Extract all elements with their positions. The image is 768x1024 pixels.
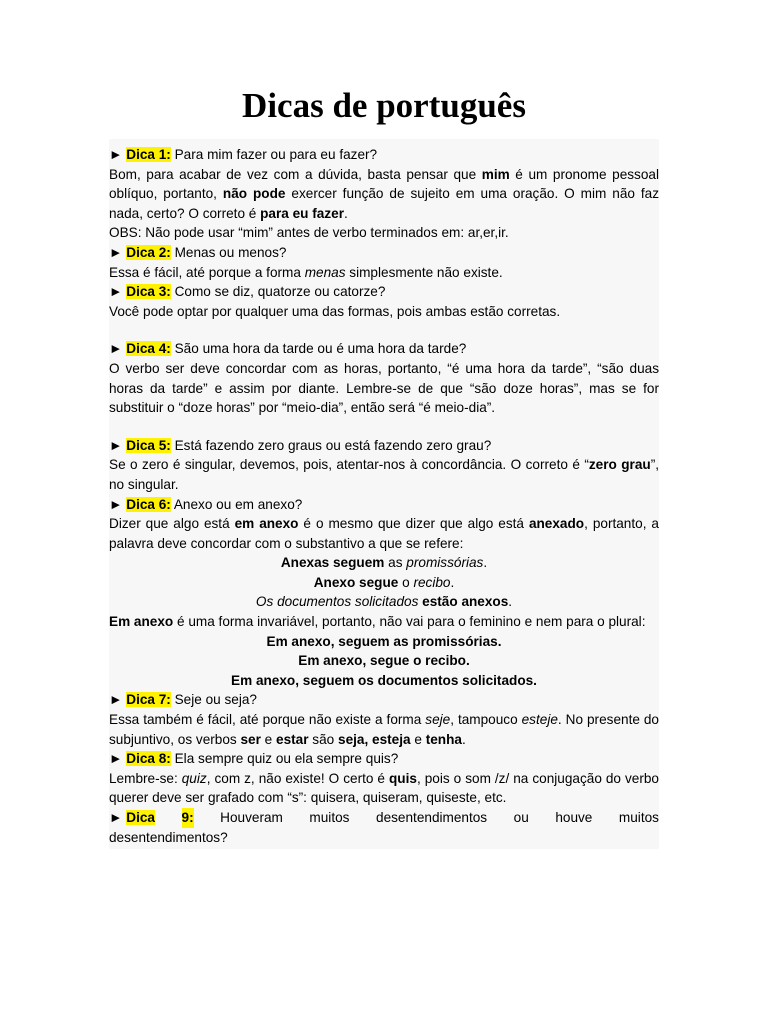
dica-3-label: Dica 3:: [126, 284, 171, 300]
text: é uma forma invariável, portanto, não vai para o feminino e nem para o plural:: [173, 614, 646, 630]
word: muitos: [618, 810, 659, 825]
dica-4-question: São uma hora da tarde ou é uma hora da tarde?: [174, 341, 467, 357]
italic-text: esteje: [521, 712, 558, 728]
arrow-icon: ►: [109, 437, 123, 453]
text: e: [260, 731, 277, 747]
bold-text: zero grau: [588, 457, 651, 473]
text: .: [483, 555, 488, 571]
italic-text: quiz: [181, 770, 207, 786]
bold-text: Anexas seguem: [280, 555, 385, 571]
text: e: [410, 731, 426, 747]
text: Se o zero é singular, devemos, pois, atentar-nos à concordância. O correto é “: [109, 457, 589, 473]
text: .: [461, 731, 466, 747]
bold-text: Em anexo, segue o recibo.: [298, 653, 470, 669]
bold-text: Anexo segue: [313, 574, 399, 590]
dica-6-rule: [109, 612, 659, 632]
content-area: [109, 139, 659, 849]
text: .: [344, 205, 348, 221]
bold-text: mim: [481, 166, 510, 182]
arrow-icon: ►: [109, 496, 123, 512]
italic-text: menas: [304, 264, 346, 280]
arrow-icon: ►: [109, 244, 123, 260]
bold-text: estar: [276, 731, 309, 747]
italic-text: recibo: [413, 574, 451, 590]
word: houve: [555, 810, 593, 825]
arrow-icon: ►: [109, 147, 123, 162]
bold-text: Em anexo: [109, 614, 174, 630]
text: . No presente do subjuntivo, os verbos: [109, 712, 659, 747]
dica-3-answer: Você pode optar por qualquer uma das formas, pois ambas estão corretas.: [109, 303, 561, 319]
text: são: [308, 731, 339, 747]
bold-text: em anexo: [234, 516, 299, 532]
bold-text: Em anexo, seguem as promissórias.: [266, 633, 502, 649]
word: desentendimentos: [376, 810, 488, 825]
dica-9-label-group: [109, 808, 155, 828]
dica-2-question: Menas ou menos?: [174, 244, 287, 260]
dica-4-answer: O verbo ser deve concordar com as horas, portanto, “é uma hora da tarde”, “são duas horas da tarde” e assim por diante. Lembre-se de que “são doze horas”, mas se for substituir o “doze horas” por “meio-dia”, então será “é meio-dia”.: [109, 360, 659, 416]
word: muitos: [309, 810, 350, 825]
bold-text: tenha: [425, 731, 462, 747]
text: exercer função de sujeito em uma oração. O mim não faz nada, certo? O correto é: [109, 186, 660, 221]
text: .: [450, 574, 455, 590]
text: , pois o som /z/ na conjugação do verbo querer deve ser grafado com “s”: quisera, quiseram, quiseste, etc.: [109, 770, 659, 806]
dica-3-question: Como se diz, quatorze ou catorze?: [174, 284, 386, 300]
bold-text: estão anexos: [422, 594, 509, 610]
arrow-icon: ►: [109, 810, 123, 825]
dica-7-question: Seje ou seja?: [174, 692, 257, 708]
text: Bom, para acabar de vez com a dúvida, basta pensar que: [109, 166, 482, 182]
text: ”, no singular.: [109, 457, 659, 492]
text: , portanto, a palavra deve concordar com o substantivo a que se refere:: [109, 516, 659, 551]
italic-text: promissórias: [406, 555, 484, 571]
bold-text: Em anexo, seguem os documentos solicitados.: [231, 672, 537, 688]
dica-4-heading: [109, 339, 659, 359]
text: é um pronome pessoal oblíquo, portanto,: [109, 166, 659, 202]
italic-text: Os documentos solicitados: [255, 594, 419, 610]
spacer: [109, 418, 659, 436]
text: , tampouco: [450, 712, 522, 728]
arrow-icon: ►: [109, 341, 123, 357]
page-title: Dicas de português: [242, 86, 526, 125]
example-line: [109, 573, 659, 593]
dica-7-heading: [109, 690, 659, 710]
dica-1-answer: [109, 165, 659, 224]
text: .: [508, 594, 513, 610]
text: , com z, não existe! O certo é: [206, 770, 389, 786]
dica-6-heading: [109, 495, 659, 515]
dica-2-answer: [109, 263, 659, 283]
text: Essa também é fácil, até porque não existe a forma: [109, 712, 426, 728]
arrow-icon: ►: [109, 692, 123, 708]
example-line: [109, 592, 659, 612]
word: Houveram: [220, 810, 283, 825]
dica-6-label: Dica 6:: [126, 496, 171, 512]
bold-text: ser: [240, 731, 261, 747]
italic-text: seje: [425, 712, 451, 728]
dica-6-question: Anexo ou em anexo?: [173, 496, 303, 512]
dica-8-question: Ela sempre quiz ou ela sempre quis?: [174, 751, 399, 767]
bold-text: anexado: [528, 516, 585, 532]
dica-8-answer: [109, 769, 659, 808]
dica-5-answer: [109, 455, 659, 494]
spacer: [109, 321, 659, 339]
text: Dizer que algo está: [109, 516, 235, 532]
word: ou: [513, 810, 529, 825]
dica-9-number: 9:: [182, 808, 194, 828]
text: simplesmente não existe.: [345, 264, 503, 280]
example-line: [109, 671, 659, 691]
text: as: [384, 555, 407, 571]
dica-7-label: Dica 7:: [126, 692, 171, 708]
bold-text: seja, esteja: [338, 731, 411, 747]
text: Essa é fácil, até porque a forma: [109, 264, 305, 280]
dica-2-heading: [109, 243, 659, 263]
dica-1-obs: OBS: Não pode usar “mim” antes de verbo terminados em: ar,er,ir.: [109, 225, 509, 241]
bold-text: para eu fazer: [260, 205, 344, 221]
dica-4-label: Dica 4:: [126, 341, 171, 357]
arrow-icon: ►: [109, 284, 123, 300]
dica-9-question-end: desentendimentos?: [109, 829, 228, 845]
dica-5-heading: [109, 436, 659, 456]
dica-9-label: Dica: [126, 810, 155, 825]
dica-1-heading: [109, 145, 659, 165]
example-line: [109, 553, 659, 573]
bold-text: não pode: [222, 186, 286, 202]
arrow-icon: ►: [109, 751, 123, 767]
dica-9-heading: [109, 808, 659, 828]
dica-1-label: Dica 1:: [126, 147, 171, 162]
dica-7-answer: [109, 710, 659, 749]
dica-2-label: Dica 2:: [126, 244, 171, 260]
bold-text: quis: [389, 770, 417, 786]
text: o: [398, 574, 414, 590]
dica-8-label: Dica 8:: [126, 751, 171, 767]
dica-5-question: Está fazendo zero graus ou está fazendo zero grau?: [174, 437, 492, 453]
dica-1-question: Para mim fazer ou para eu fazer?: [174, 147, 378, 162]
text: é o mesmo que dizer que algo está: [298, 516, 529, 532]
dica-6-answer: [109, 514, 659, 553]
text: Lembre-se:: [109, 770, 182, 786]
example-line: [109, 651, 659, 671]
dica-8-heading: [109, 749, 659, 769]
dica-5-label: Dica 5:: [126, 437, 171, 453]
dica-3-heading: [109, 282, 659, 302]
example-line: [109, 632, 659, 652]
